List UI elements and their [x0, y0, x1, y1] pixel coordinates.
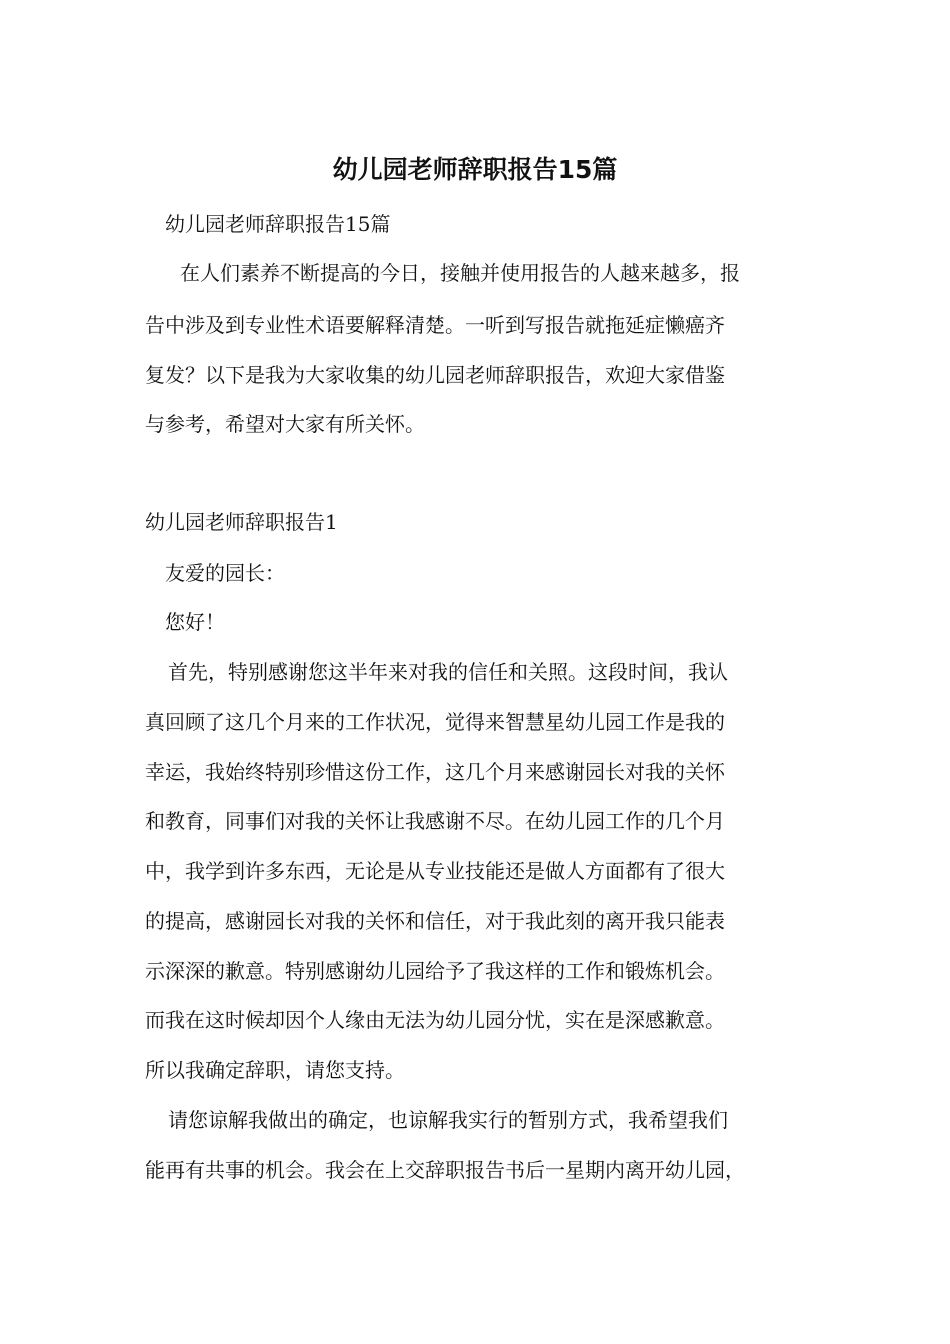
paragraph-line: 和教育，同事们对我的关怀让我感谢不尽。在幼儿园工作的几个月	[145, 809, 725, 833]
salutation: 友爱的园长：	[165, 561, 285, 585]
greeting: 您好！	[165, 610, 225, 634]
paragraph-line: 示深深的歉意。特别感谢幼儿园给予了我这样的工作和锻炼机会。	[145, 959, 725, 983]
paragraph-line: 能再有共事的机会。我会在上交辞职报告书后一星期内离开幼儿园，	[145, 1158, 745, 1182]
paragraph-line: 而我在这时候却因个人缘由无法为幼儿园分忧，实在是深感歉意。	[145, 1008, 725, 1032]
section-heading: 幼儿园老师辞职报告1	[145, 510, 338, 534]
paragraph-line: 首先，特别感谢您这半年来对我的信任和关照。这段时间，我认	[168, 660, 728, 684]
paragraph-line: 所以我确定辞职，请您支持。	[145, 1058, 405, 1082]
intro-line: 在人们素养不断提高的今日，接触并使用报告的人越来越多，报	[180, 261, 740, 285]
paragraph-line: 真回顾了这几个月来的工作状况，觉得来智慧星幼儿园工作是我的	[145, 710, 725, 734]
intro-line: 复发？以下是我为大家收集的幼儿园老师辞职报告，欢迎大家借鉴	[145, 363, 725, 387]
paragraph-line: 的提高，感谢园长对我的关怀和信任，对于我此刻的离开我只能表	[145, 909, 725, 933]
intro-line: 与参考，希望对大家有所关怀。	[145, 412, 425, 436]
paragraph-line: 幸运，我始终特别珍惜这份工作，这几个月来感谢园长对我的关怀	[145, 760, 725, 784]
paragraph-line: 中，我学到许多东西，无论是从专业技能还是做人方面都有了很大	[145, 859, 725, 883]
document-subtitle: 幼儿园老师辞职报告15篇	[165, 212, 391, 236]
intro-line: 告中涉及到专业性术语要解释清楚。一听到写报告就拖延症懒癌齐	[145, 313, 725, 337]
document-title: 幼儿园老师辞职报告15篇	[332, 155, 618, 184]
paragraph-line: 请您谅解我做出的确定，也谅解我实行的暂别方式，我希望我们	[168, 1108, 728, 1132]
